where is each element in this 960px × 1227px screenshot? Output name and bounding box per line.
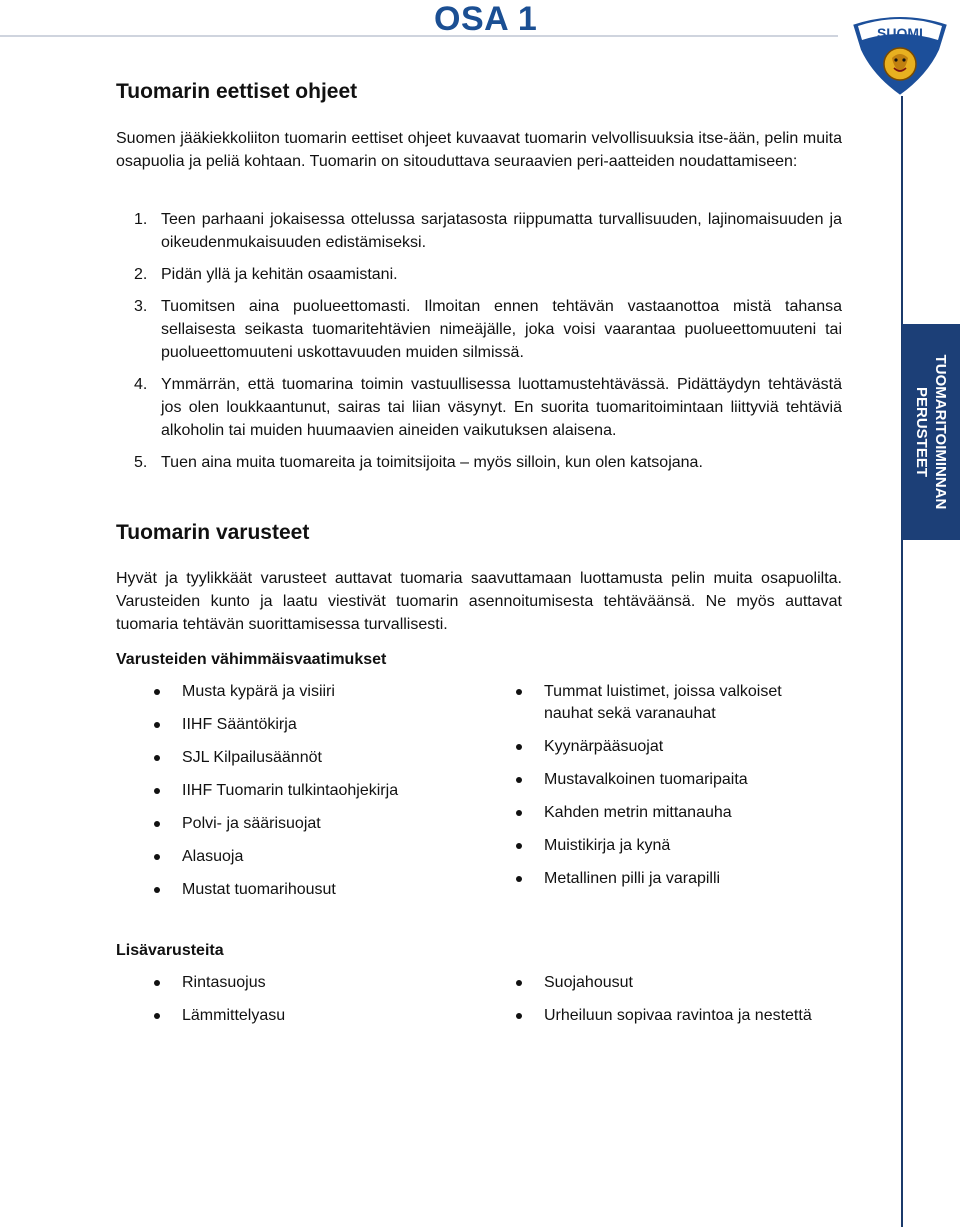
rule-text: Ymmärrän, että tuomarina toimin vastuullisessa luottamustehtävässä. Pidättäydyn tehtävästä jos olen loukkaantunut, sairas tai liian väsynyt. En suorita tuomaritoimintaan liittyviä tehtäviä alkoholin tai muiden huumaavien aineiden vaikutuksen alaisena. [161,376,842,439]
list-item [478,868,830,890]
bullet-icon [154,788,160,794]
bullet-icon [516,777,522,783]
list-item-text: Mustavalkoinen tuomaripaita [544,771,748,788]
rule-text: Pidän yllä ja kehitän osaamistani. [161,266,398,283]
bullet-icon [154,755,160,761]
rule-text: Tuomitsen aina puolueettomasti. Ilmoitan ennen tehtävän vastaanottoa mistä tahansa sellaisesta seikasta tuomaritehtävien nimeäjälle, joka voisi vaarantaa puolueettomuuteni tai puolueettomuuteni uskottavuuden muiden silmissä. [161,298,842,361]
bullet-icon [516,843,522,849]
list-item-text: Muistikirja ja kynä [544,837,671,854]
minimum-requirements-heading: Varusteiden vähimmäisvaatimukset [116,651,387,668]
bullet-icon [516,689,522,695]
list-item-text: Alasuoja [182,848,244,865]
rule-item [116,451,842,474]
bullet-icon [516,810,522,816]
logo-text: SUOMI [877,25,923,41]
bullet-icon [516,1013,522,1019]
rule-item [116,295,842,364]
list-item [478,1005,830,1027]
rule-number: 2. [134,266,148,283]
list-item-text: IIHF Sääntökirja [182,716,297,733]
list-item-text: Tummat luistimet, joissa valkoiset nauhat sekä varanauhat [544,683,782,722]
side-tab-line-2: PERUSTEET [913,386,930,477]
list-item [116,714,476,736]
list-item-text: Urheiluun sopivaa ravintoa ja nestettä [544,1007,812,1024]
list-item [116,681,476,703]
list-item [478,736,830,758]
minimum-list-left [116,681,476,912]
list-item-text: Kahden metrin mittanauha [544,804,732,821]
bullet-icon [154,722,160,728]
list-item [478,769,830,791]
list-item-text: Kyynärpääsuojat [544,738,664,755]
list-item-text: Metallinen pilli ja varapilli [544,870,721,887]
extra-equipment-heading: Lisävarusteita [116,942,224,959]
bullet-icon [154,854,160,860]
rule-item [116,263,842,286]
side-tab [902,324,960,540]
minimum-list-right [478,681,830,901]
margin-rule [901,96,903,1227]
ethics-intro: Suomen jääkiekkoliiton tuomarin eettiset ohjeet kuvaavat tuomarin velvollisuuksia itse-ään, pelin muita osapuolia ja peliä kohtaan. Tuomarin on sitouduttava seuraavien peri-aatteiden noudattamiseen: [116,130,842,170]
list-item [116,879,476,901]
rule-text: Teen parhaani jokaisessa ottelussa sarjatasosta riippumatta turvallisuuden, lajinomaisuuden ja oikeudenmukaisuuden edistämiseksi. [161,211,842,251]
list-item [478,681,830,725]
bullet-icon [154,887,160,893]
list-item [478,972,830,994]
bullet-icon [516,744,522,750]
rule-number: 1. [134,211,148,228]
list-item-text: Suojahousut [544,974,633,991]
list-item-text: Musta kypärä ja visiiri [182,683,335,700]
equipment-heading: Tuomarin varusteet [116,521,310,544]
list-item [116,747,476,769]
bullet-icon [154,821,160,827]
list-item-text: Mustat tuomarihousut [182,881,336,898]
rule-item [116,373,842,442]
bullet-icon [154,980,160,986]
list-item [478,802,830,824]
list-item [116,846,476,868]
ethics-heading: Tuomarin eettiset ohjeet [116,80,358,103]
rule-number: 3. [134,298,148,315]
list-item-text: Lämmittelyasu [182,1007,286,1024]
list-item-text: Polvi- ja säärisuojat [182,815,321,832]
bullet-icon [154,689,160,695]
list-item-text: SJL Kilpailusäännöt [182,749,322,766]
list-item [116,1005,476,1027]
suomi-logo-icon [848,10,952,98]
bullet-icon [154,1013,160,1019]
rule-text: Tuen aina muita tuomareita ja toimitsijoita – myös silloin, kun olen katsojana. [161,454,703,471]
extra-list-left [116,972,476,1038]
rule-number: 5. [134,454,148,471]
list-item [116,813,476,835]
side-tab-line-1: TUOMARITOIMINNAN [932,354,949,510]
extra-list-right [478,972,830,1038]
list-item-text: IIHF Tuomarin tulkintaohjekirja [182,782,399,799]
rule-number: 4. [134,376,148,393]
list-item-text: Rintasuojus [182,974,266,991]
bullet-icon [516,980,522,986]
list-item [116,780,476,802]
equipment-text: Hyvät ja tyylikkäät varusteet auttavat tuomaria saavuttamaan luottamusta pelin muita osapuolilta. Varusteiden kunto ja laatu viestivät tuomarin asennoitumisesta tehtäväänsä. Ne myös auttavat tuomaria tehtävän suorittamisessa turvallisesti. [116,570,842,633]
bullet-icon [516,876,522,882]
rule-item [116,208,842,254]
list-item [478,835,830,857]
ethics-rules-list [116,208,842,483]
section-label: OSA 1 [434,0,538,38]
header-rule [0,35,838,37]
list-item [116,972,476,994]
